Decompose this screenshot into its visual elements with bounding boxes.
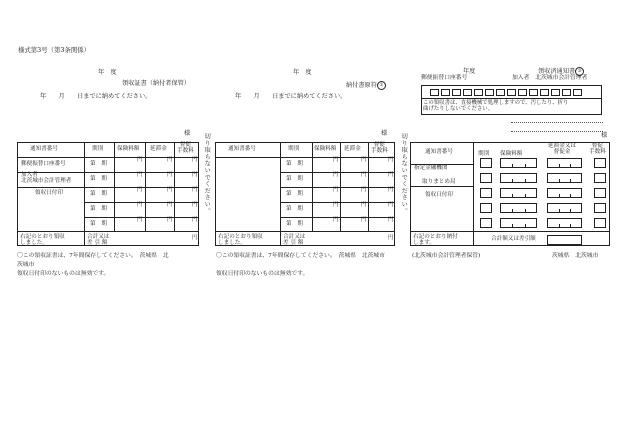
account-digit-box bbox=[529, 89, 538, 96]
s2-yen: 円 bbox=[333, 217, 339, 223]
s3-r-stamp: 領収日付印 bbox=[425, 192, 453, 198]
s1-yen: 円 bbox=[192, 202, 198, 208]
s2-title-text: 納付書原符 bbox=[346, 82, 377, 89]
s1-r-account: 郵便振替口座番号 bbox=[21, 161, 66, 167]
s3-h-premium: 保険料額 bbox=[500, 151, 523, 157]
s2-yen: 円 bbox=[333, 157, 339, 163]
s2-yen: 円 bbox=[388, 217, 394, 223]
s1-footer-received: 右記のとおり領収 しました。 bbox=[20, 234, 65, 246]
amount-box bbox=[480, 203, 492, 213]
s1-ki-1: 第 期 bbox=[90, 161, 107, 167]
s1-sama: 様 bbox=[184, 130, 191, 137]
amount-box bbox=[500, 203, 537, 213]
s1-yen: 円 bbox=[167, 187, 173, 193]
s3-r-bank: 指定金融機関 bbox=[414, 165, 448, 171]
s1-ki-3: 第 期 bbox=[90, 191, 107, 197]
amount-box bbox=[500, 218, 537, 228]
s3-r-post: 取りまとめ局 bbox=[422, 179, 456, 185]
account-digit-box bbox=[441, 89, 450, 96]
s3-dotline-2 bbox=[511, 131, 603, 132]
s1-h-premium: 保険料額 bbox=[117, 146, 140, 152]
amount-box bbox=[547, 158, 582, 168]
cut-line-text-1: 切り取らないでください。 bbox=[203, 133, 211, 215]
s1-note-keep: 〇この領収証書は、7年間保存してください。 茨城県 北 bbox=[17, 253, 169, 259]
s2-ki-1: 第 期 bbox=[286, 161, 303, 167]
amount-box bbox=[500, 173, 537, 183]
s2-note-keep: 〇この領収証書は、7年間保存してください。 茨城県 北茨城市 bbox=[216, 253, 385, 259]
s1-h-late-fee: 延滞金 bbox=[150, 146, 167, 152]
s3-h-notice-no: 通知書番号 bbox=[425, 149, 453, 155]
s1-year: 年 度 bbox=[98, 69, 117, 76]
s3-notice: この領収書は、直接機械で処理しますので、汚したり、折り 曲げたりしないでください。 bbox=[423, 100, 569, 112]
s2-ki-4: 第 期 bbox=[286, 206, 303, 212]
account-digit-box bbox=[474, 89, 483, 96]
s1-yen: 円 bbox=[137, 187, 143, 193]
s1-yen: 円 bbox=[137, 157, 143, 163]
cut-line-text-2: 切り取らないでください。 bbox=[400, 133, 408, 215]
amount-box bbox=[500, 158, 537, 168]
amount-box bbox=[547, 173, 582, 183]
s2-yen: 円 bbox=[388, 202, 394, 208]
s1-r-stamp: 領収日付印 bbox=[35, 190, 63, 196]
s1-h-period: 期別 bbox=[92, 146, 104, 152]
s2-yen: 円 bbox=[333, 172, 339, 178]
total-box bbox=[547, 235, 582, 245]
amount-box bbox=[480, 188, 492, 198]
s2-year: 年 度 bbox=[293, 69, 312, 76]
s2-yen: 円 bbox=[388, 187, 394, 193]
s1-h-dunning: 督促 手数料 bbox=[177, 142, 194, 154]
amount-box bbox=[547, 188, 582, 198]
s2-note-invalid: 領収日付印のないものは無効です。 bbox=[216, 271, 309, 277]
s2-yen-total: 円 bbox=[388, 235, 394, 241]
s3-title-text: 領収済通知書 bbox=[538, 68, 576, 75]
s2-h-period: 期別 bbox=[288, 146, 300, 152]
s2-yen: 円 bbox=[361, 202, 367, 208]
s2-due-date: 年 月 日までに納めてください。 bbox=[235, 93, 347, 100]
s2-yen: 円 bbox=[388, 157, 394, 163]
s3-dotline-1 bbox=[511, 122, 603, 123]
s1-note-invalid: 領収日付印のないものは無効です。 bbox=[17, 271, 110, 277]
account-digit-box bbox=[430, 89, 439, 96]
s2-title bbox=[346, 81, 386, 90]
s3-footer-pay: 右記のとおり納付 します。 bbox=[413, 234, 458, 246]
s3-year: 年度 bbox=[463, 68, 476, 75]
s2-circle-mark: ② bbox=[377, 81, 386, 90]
amount-box bbox=[480, 173, 492, 183]
account-digit-box bbox=[496, 89, 505, 96]
s2-yen: 円 bbox=[333, 202, 339, 208]
s1-yen: 円 bbox=[192, 217, 198, 223]
s3-h-late-fee: 延滞金又は 督促金 bbox=[548, 143, 576, 155]
account-digit-box bbox=[518, 89, 527, 96]
s1-yen: 円 bbox=[192, 172, 198, 178]
amount-box bbox=[547, 203, 582, 213]
s1-yen: 円 bbox=[192, 157, 198, 163]
s2-yen: 円 bbox=[333, 187, 339, 193]
amount-box bbox=[480, 158, 492, 168]
s1-due-date: 年 月 日までに納めてください。 bbox=[40, 93, 152, 100]
s2-yen: 円 bbox=[361, 157, 367, 163]
s2-h-premium: 保険料額 bbox=[314, 146, 337, 152]
s3-account-label: 郵便振替口座番号 bbox=[421, 75, 468, 81]
account-digit-box bbox=[507, 89, 516, 96]
s1-ki-4: 第 期 bbox=[90, 206, 107, 212]
s2-yen: 円 bbox=[361, 187, 367, 193]
s2-sama: 様 bbox=[381, 130, 388, 137]
account-digit-box bbox=[485, 89, 494, 96]
amount-box bbox=[500, 188, 537, 198]
s2-footer-received: 右記のとおり領収 しました。 bbox=[218, 234, 263, 246]
s1-yen: 円 bbox=[137, 217, 143, 223]
s2-yen: 円 bbox=[361, 172, 367, 178]
account-digit-box bbox=[551, 89, 560, 96]
s1-yen: 円 bbox=[192, 187, 198, 193]
s1-yen: 円 bbox=[167, 157, 173, 163]
s2-h-notice-no: 通知書番号 bbox=[228, 146, 256, 152]
amount-box bbox=[480, 218, 492, 228]
s1-yen: 円 bbox=[167, 202, 173, 208]
s2-ki-5: 第 期 bbox=[286, 221, 303, 227]
s2-yen: 円 bbox=[388, 172, 394, 178]
form-number: 様式第3号（第3条関係） bbox=[18, 46, 91, 54]
s2-h-late-fee: 延滞金 bbox=[344, 146, 361, 152]
s1-yen: 円 bbox=[137, 202, 143, 208]
account-digit-box bbox=[540, 89, 549, 96]
s2-footer-total: 合計又は 差 引 額 bbox=[283, 234, 306, 246]
s2-ki-3: 第 期 bbox=[286, 191, 303, 197]
account-digit-box bbox=[463, 89, 472, 96]
account-digit-box bbox=[452, 89, 461, 96]
s3-note-city: 茨城県 北茨城市 bbox=[552, 253, 599, 259]
s1-ki-2: 第 期 bbox=[90, 176, 107, 182]
s3-note-keeper: (北茨城市会計管理者保管) bbox=[412, 253, 481, 259]
s3-h-period: 期別 bbox=[478, 151, 490, 157]
s2-ki-2: 第 期 bbox=[286, 176, 303, 182]
account-digit-box bbox=[562, 89, 571, 96]
s2-yen: 円 bbox=[361, 217, 367, 223]
s3-h-dunning: 督促 手数料 bbox=[589, 143, 606, 155]
s3-subscriber: 加入者 北茨城市会計管理者 bbox=[512, 75, 588, 81]
s1-note-city: 茨城市 bbox=[17, 262, 35, 268]
s1-footer-total: 合計又は 差 引 額 bbox=[87, 234, 110, 246]
amount-box bbox=[594, 188, 606, 198]
amount-box bbox=[594, 158, 606, 168]
s3-footer-total: 合計額又は差引額 bbox=[491, 236, 536, 242]
s1-yen-total: 円 bbox=[192, 235, 198, 241]
s1-yen: 円 bbox=[137, 172, 143, 178]
amount-box bbox=[594, 203, 606, 213]
s1-r-subscriber: 加入者 北茨城市会計管理者 bbox=[21, 172, 72, 184]
s1-yen: 円 bbox=[167, 172, 173, 178]
amount-box bbox=[547, 218, 582, 228]
s1-yen: 円 bbox=[167, 217, 173, 223]
s1-title: 領収証書（納付者保管） bbox=[122, 80, 191, 87]
s3-sama: 様 bbox=[601, 132, 608, 139]
s1-h-notice-no: 通知書番号 bbox=[30, 146, 58, 152]
amount-box bbox=[594, 218, 606, 228]
s2-h-dunning: 督促 手数料 bbox=[371, 142, 388, 154]
account-digit-box bbox=[573, 89, 582, 96]
amount-box bbox=[594, 173, 606, 183]
s3-circle-mark: ③ bbox=[575, 67, 584, 76]
s1-ki-5: 第 期 bbox=[90, 221, 107, 227]
